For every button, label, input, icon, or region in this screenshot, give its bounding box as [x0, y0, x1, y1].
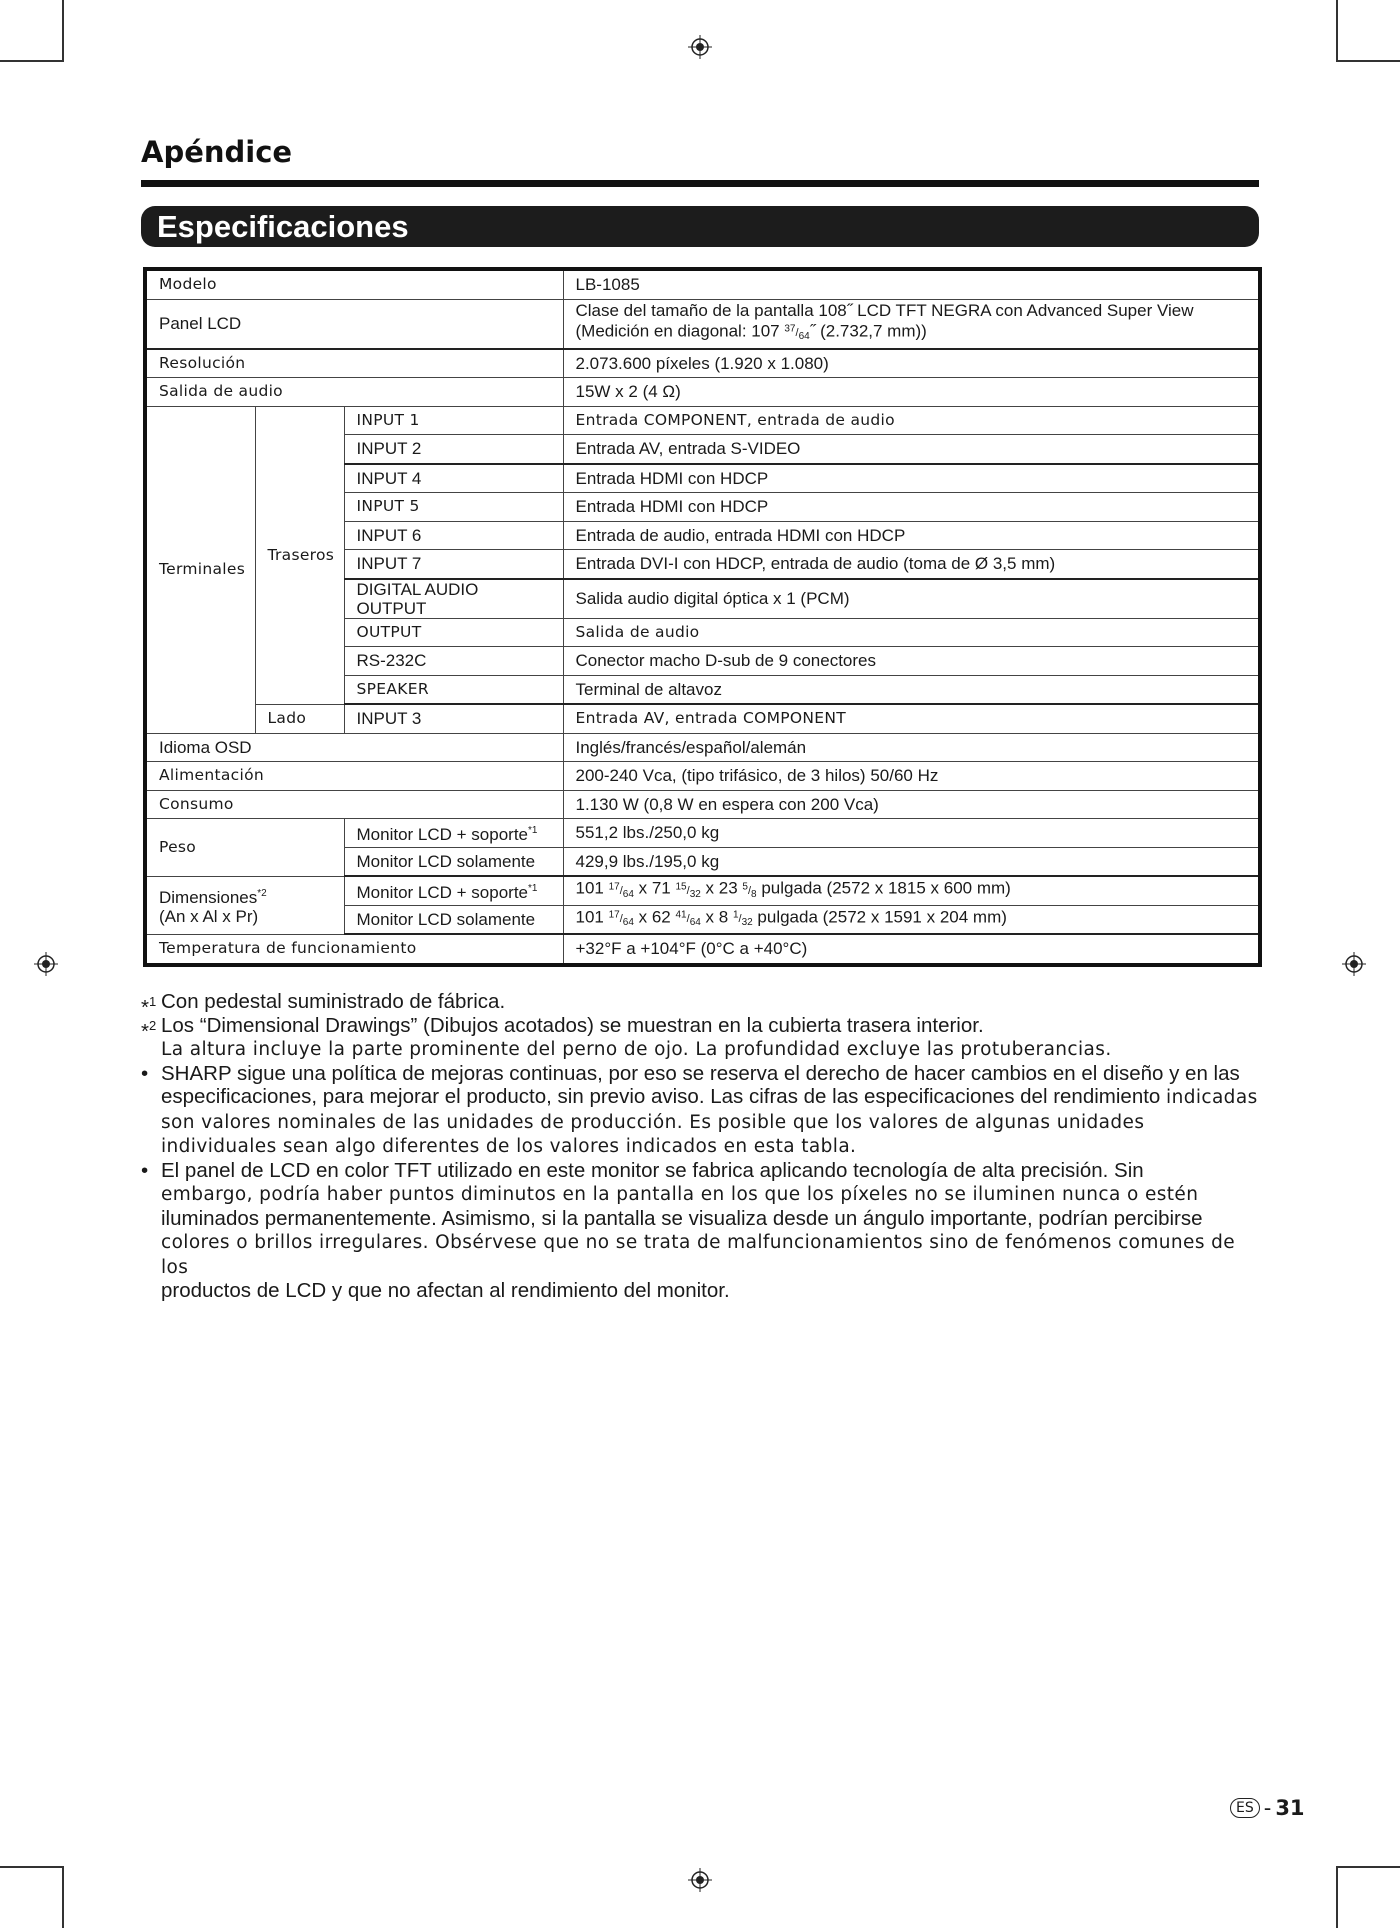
- crop-mark: [62, 1866, 64, 1928]
- table-row: [145, 934, 1260, 965]
- specifications-table: [143, 267, 1262, 967]
- row-value-idioma: Inglés/francés/español/alemán: [563, 733, 1260, 762]
- specifications-banner: [141, 206, 1259, 247]
- crop-mark: [1336, 60, 1400, 62]
- port-desc: Conector macho D-sub de 9 conectores: [563, 647, 1260, 676]
- row-label-audio: Salida de audio: [145, 378, 563, 407]
- row-label-idioma: Idioma OSD: [145, 733, 563, 762]
- port-desc: Terminal de altavoz: [563, 675, 1260, 704]
- crop-mark: [0, 60, 64, 62]
- port-desc: Salida de audio: [563, 618, 1260, 647]
- note-bullet: • SHARP sigue una política de mejoras continuas, por eso se reserva el derecho de hacer cambios en el diseño y en las especificaciones, para mejorar el producto, sin previo aviso. Las cifras de las especificaciones del rendimiento indicadas son valores nominales de las unidades de producción. Es posible que los valores de algunas unidades individuales sean algo diferentes de los valores indicados en esta tabla.: [141, 1061, 1258, 1157]
- row-label-panel: Panel LCD: [145, 299, 563, 349]
- table-row: [145, 378, 1260, 407]
- table-row: [145, 349, 1260, 378]
- port-name: INPUT 5: [344, 493, 563, 522]
- port-desc: Entrada HDMI con HDCP: [563, 493, 1260, 522]
- row-sublabel-dim-1: Monitor LCD + soporte$^{*1}$: [344, 876, 563, 905]
- table-row: [145, 406, 1260, 435]
- bullet-icon: •: [141, 1061, 149, 1085]
- port-desc: Entrada COMPONENT, entrada de audio: [563, 406, 1260, 435]
- row-label-peso: Peso: [145, 819, 344, 877]
- row-label-resolucion: Resolución: [145, 349, 563, 378]
- title-rule: [141, 180, 1259, 187]
- table-row: [145, 762, 1260, 791]
- row-value-peso-1: 551,2 lbs./250,0 kg: [563, 819, 1260, 848]
- port-name: OUTPUT: [344, 618, 563, 647]
- crop-mark: [1336, 1866, 1338, 1928]
- row-value-modelo: LB-1085: [563, 269, 1260, 299]
- row-label-dimensiones: Dimensiones$^{*2}$ (An x Al x Pr): [145, 876, 344, 934]
- crop-mark: [1336, 1866, 1400, 1868]
- table-row: [145, 269, 1260, 299]
- port-name: RS-232C: [344, 647, 563, 676]
- port-desc: Entrada AV, entrada COMPONENT: [563, 704, 1260, 733]
- table-row: [145, 704, 1260, 733]
- row-label-modelo: Modelo: [145, 269, 563, 299]
- registration-mark-icon: [1342, 952, 1366, 976]
- table-row: [145, 790, 1260, 819]
- row-label-consumo: Consumo: [145, 790, 563, 819]
- row-label-temperatura: Temperatura de funcionamiento: [145, 934, 563, 965]
- page-number: ES - 31: [1230, 1796, 1305, 1820]
- row-sublabel-peso-1: Monitor LCD + soporte$^{*1}$: [344, 819, 563, 848]
- row-value-alimentacion: 200-240 Vca, (tipo trifásico, de 3 hilos) 50/60 Hz: [563, 762, 1260, 791]
- footnotes: [141, 990, 1261, 1303]
- port-desc: Entrada DVI-I con HDCP, entrada de audio (toma de Ø 3,5 mm): [563, 550, 1260, 579]
- port-desc: Salida audio digital óptica x 1 (PCM): [563, 579, 1260, 619]
- row-value-temperatura: +32°F a +104°F (0°C a +40°C): [563, 934, 1260, 965]
- registration-mark-icon: [34, 952, 58, 976]
- registration-mark-icon: [688, 1868, 712, 1892]
- crop-mark: [1336, 0, 1338, 62]
- table-row: [145, 733, 1260, 762]
- row-value-consumo: 1.130 W (0,8 W en espera con 200 Vca): [563, 790, 1260, 819]
- row-label-alimentacion: Alimentación: [145, 762, 563, 791]
- bullet-icon: •: [141, 1158, 149, 1182]
- port-name: INPUT 3: [344, 704, 563, 733]
- section-title: Apéndice: [141, 135, 293, 169]
- port-name: INPUT 4: [344, 464, 563, 493]
- port-name: INPUT 6: [344, 521, 563, 550]
- registration-mark-icon: [688, 35, 712, 59]
- port-name: INPUT 1: [344, 406, 563, 435]
- language-badge: ES: [1230, 1798, 1260, 1818]
- port-desc: Entrada HDMI con HDCP: [563, 464, 1260, 493]
- banner-title: Especificaciones: [157, 209, 409, 244]
- row-sublabel-dim-2: Monitor LCD solamente: [344, 905, 563, 934]
- port-name: SPEAKER: [344, 675, 563, 704]
- port-name: INPUT 7: [344, 550, 563, 579]
- row-value-dim-2: 101 $^{17}/_{64}$ x 62 $^{41}/_{64}$ x 8 $^1/_{32}$ pulgada (2572 x 1591 x 204 mm): [563, 905, 1260, 934]
- port-name: DIGITAL AUDIO OUTPUT: [344, 579, 563, 619]
- port-desc: Entrada de audio, entrada HDMI con HDCP: [563, 521, 1260, 550]
- table-row: [145, 876, 1260, 905]
- crop-mark: [0, 1866, 64, 1868]
- row-value-resolucion: 2.073.600 píxeles (1.920 x 1.080): [563, 349, 1260, 378]
- row-value-dim-1: 101 $^{17}/_{64}$ x 71 $^{15}/_{32}$ x 23 $^5/_8$ pulgada (2572 x 1815 x 600 mm): [563, 876, 1260, 905]
- row-sublabel-traseros: Traseros: [255, 406, 344, 704]
- footnote-1: *$^1$ Con pedestal suministrado de fábrica.: [141, 990, 506, 1019]
- row-value-audio: 15W x 2 (4 Ω): [563, 378, 1260, 407]
- table-row: [145, 299, 1260, 349]
- port-name: INPUT 2: [344, 435, 563, 464]
- row-value-peso-2: 429,9 lbs./195,0 kg: [563, 847, 1260, 876]
- note-bullet: • El panel de LCD en color TFT utilizado en este monitor se fabrica aplicando tecnología de alta precisión. Sin embargo, podría haber puntos diminutos en la pantalla en los que los píxeles no se iluminen nunca o estén iluminados permanentemente. Asimismo, si la pantalla se visualiza desde un ángulo importante, podrían percibirse colores o brillos irregulares. Obsérvese que no se trata de malfuncionamientos sino de fenómenos comunes de los productos de LCD y que no afectan al rendimiento del monitor.: [141, 1158, 1236, 1302]
- row-label-terminales: Terminales: [145, 406, 255, 733]
- row-sublabel-lado: Lado: [255, 704, 344, 733]
- row-value-panel: Clase del tamaño de la pantalla 108˝ LCD TFT NEGRA con Advanced Super View (Medición en diagonal: 107 $^{37}/_{64}˝$ (2.732,7 mm)): [563, 299, 1260, 349]
- table-row: [145, 819, 1260, 848]
- footnote-2: *$^2$ Los “Dimensional Drawings” (Dibujos acotados) se muestran en la cubierta trasera interior. La altura incluye la parte prominente del perno de ojo. La profundidad excluye las protuberancias.: [141, 1013, 1112, 1060]
- row-sublabel-peso-2: Monitor LCD solamente: [344, 847, 563, 876]
- port-desc: Entrada AV, entrada S-VIDEO: [563, 435, 1260, 464]
- crop-mark: [62, 0, 64, 62]
